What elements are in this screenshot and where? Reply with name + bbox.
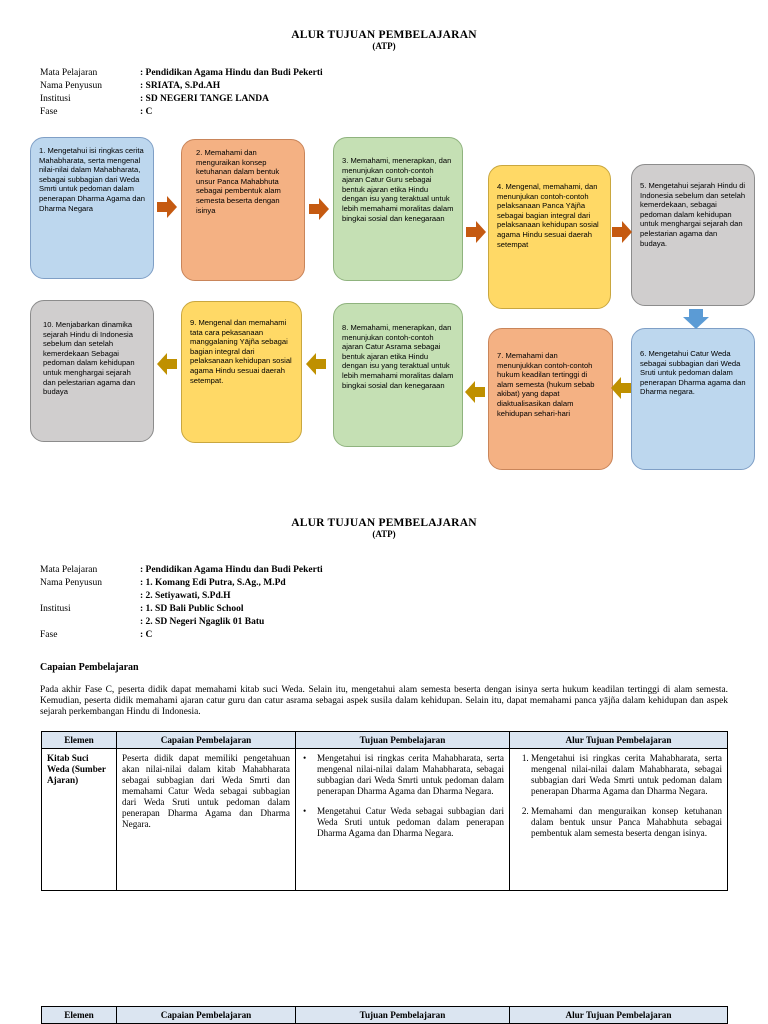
arrow-down-icon	[683, 309, 709, 329]
table-header-cell: Tujuan Pembelajaran	[296, 732, 510, 749]
info-value: : C	[140, 630, 153, 640]
atp-table	[41, 731, 728, 891]
info-label: Fase	[40, 107, 58, 117]
atp-title-main: ALUR TUJUAN PEMBELAJARAN	[291, 29, 477, 41]
info-label: Nama Penyusun	[40, 81, 103, 91]
capaian-heading: Capaian Pembelajaran	[40, 662, 139, 673]
info-label: Fase	[40, 630, 58, 640]
table-header-cell: Elemen	[42, 1007, 117, 1024]
table-header-cell: Capaian Pembelajaran	[117, 1007, 296, 1024]
capaian-paragraph: Pada akhir Fase C, peserta didik dapat memahami kitab suci Weda. Selain itu, mengetahui alam semesta beserta dengan isinya serta hukum keadilan tertinggi di alam semesta. Kemudian, peserta didik memahami ajaran catur guru dan catur asrama sebagai aspek susila dalam kehidupan. Selain itu, dapat memahami panca yājña dalam kehidupan dan aspek sejarah perkembangan Hindu di Indonesia.	[40, 685, 728, 717]
list-item: 1. Mengetahui isi ringkas cerita Mahabharata, serta mengenal nilai-nilai dalam Mahabharata, sebagai subbagian dari Weda Smrti untuk pedoman dalam penerapan Dharma Agama dan Dharma Negara.	[531, 753, 722, 797]
table-header-row	[42, 1007, 728, 1024]
atp-table-2	[41, 1006, 728, 1024]
table-header-row	[42, 732, 728, 749]
info-value: : SRIATA, S.Pd.AH	[140, 81, 221, 91]
flow-box-1	[30, 137, 154, 279]
arrow-left-icon	[611, 377, 631, 399]
table-cell-tujuan	[296, 749, 510, 891]
table-header-cell: Tujuan Pembelajaran	[296, 1007, 510, 1024]
atp-title-1	[0, 29, 768, 51]
info-label: Nama Penyusun	[40, 578, 103, 588]
atp-title-2	[0, 517, 768, 539]
flow-box-7	[488, 328, 613, 470]
atp-title-main: ALUR TUJUAN PEMBELAJARAN	[291, 517, 477, 529]
flow-box-3	[333, 137, 463, 281]
arrow-left-icon	[157, 353, 177, 375]
flow-box-10	[30, 300, 154, 442]
info-value: : 2. SD Negeri Ngaglik 01 Batu	[140, 617, 265, 627]
arrow-right-icon	[612, 221, 632, 243]
flow-box-4	[488, 165, 611, 309]
atp-title-sub: (ATP)	[372, 529, 396, 539]
list-item: 2. Memahami dan menguraikan konsep ketuhanan dalam bentuk unsur Panca Mahabhuta sebagai pembentuk alam semesta beserta dengan isinya.	[531, 806, 722, 839]
info-label: Mata Pelajaran	[40, 68, 98, 78]
flow-box-6	[631, 328, 755, 470]
info-value: : C	[140, 107, 153, 117]
table-header-cell: Elemen	[42, 732, 117, 749]
flow-box-text: 1. Mengetahui isi ringkas cerita Mahabharata, serta mengenal nilai-nilai dalam Mahabharata, sebagai subbagian dari Weda Smrti untuk pedoman dalam penerapan Dharma Agama dan Dharma Negara	[39, 146, 145, 213]
list-item: • Mengetahui isi ringkas cerita Mahabharata, serta mengenal nilai-nilai dalam Mahabharata, sebagai subbagian dari Weda Smrti untuk pedoman dalam penerapan Dharma Agama dan Dharma Negara.	[317, 753, 504, 797]
table-header-cell: Alur Tujuan Pembelajaran	[510, 732, 728, 749]
flow-box-8	[333, 303, 463, 447]
info-value: : 1. Komang Edi Putra, S.Ag., M.Pd	[140, 578, 286, 588]
list-item: • Mengetahui Catur Weda sebagai subbagian dari Weda Sruti untuk pedoman dalam penerapan Dharma Agama dan Dharma Negara.	[317, 806, 504, 839]
flow-box-text: 7. Memahami dan menunjukkan contoh-contoh hukum keadilan tertinggi di alam semesta (hukum sebab akibat) yang dapat diaktualisasikan dalam kehidupan sehari-hari	[497, 351, 595, 418]
flow-box-text: 3. Memahami, menerapkan, dan menunjukan contoh-contoh ajaran Catur Guru sebagai bentuk ajaran etika Hindu dengan isu yang teraktual untuk lebih memahami moralitas dalam bingkai sosial dan kenegaraan	[342, 156, 454, 223]
arrow-right-icon	[157, 196, 177, 218]
info-value: : Pendidikan Agama Hindu dan Budi Pekerti	[140, 565, 323, 575]
flow-box-text: 8. Memahami, menerapkan, dan menunjukan contoh-contoh ajaran Catur Asrama sebagai bentuk ajaran etika Hindu dengan isu yang teraktual untuk lebih memahami moralitas dalam bingkai sosial dan kenegaraan	[342, 323, 454, 390]
flow-box-text: 6. Mengetahui Catur Weda sebagai subbagian dari Weda Sruti untuk pedoman dalam penerapan Dharma agama dan Dharma negara.	[640, 349, 746, 397]
flow-box-text: 10. Menjabarkan dinamika sejarah Hindu di Indonesia sebelum dan setelah kemerdekaan Sebagai pedoman dalam kehidupan untuk menghargai sejarah dan pelestarian agama dan budaya	[43, 320, 136, 397]
atp-title-sub: (ATP)	[372, 41, 396, 51]
flow-box-text: 2. Memahami dan menguraikan konsep ketuhanan dalam bentuk unsur Panca Mahabhuta sebagai pembentuk alam semesta beserta dengan isinya	[196, 148, 281, 215]
flow-box-text: 9. Mengenal dan memahami tata cara pekasanaan manggalaning Yājña sebagai bagian integral dari pelaksanaan kehidupan sosial agama Hindu sesuai daerah setempat.	[190, 318, 292, 385]
flow-box-5	[631, 164, 755, 306]
table-header-cell: Alur Tujuan Pembelajaran	[510, 1007, 728, 1024]
info-value: : SD NEGERI TANGE LANDA	[140, 94, 269, 104]
flow-box-2	[181, 139, 305, 281]
info-label: Institusi	[40, 94, 71, 104]
info-value: : 1. SD Bali Public School	[140, 604, 244, 614]
arrow-right-icon	[309, 198, 329, 220]
arrow-left-icon	[465, 381, 485, 403]
flow-box-text: 4. Mengenal, memahami, dan menunjukan contoh-contoh pelaksanaan Panca Yājña sebagai bagian integral dari pelaksanaan kehidupan sosial agama Hindu sesuai daerah setempat	[497, 182, 599, 249]
table-cell-elemen: Kitab Suci Weda (Sumber Ajaran)	[42, 749, 117, 891]
table-row	[42, 749, 728, 891]
arrow-left-icon	[306, 353, 326, 375]
info-label: Institusi	[40, 604, 71, 614]
table-cell-capaian: Peserta didik dapat memiliki pengetahuan akan nilai-nilai dalam kitab Mahabharata sebagai subbagian dari Weda Smrti dan memahami Catur Weda sebagai subbagian dari Weda Sruti untuk pedoman dalam penerapan Dharma Agama dan Dharma Negara.	[117, 749, 296, 891]
table-header-cell: Capaian Pembelajaran	[117, 732, 296, 749]
info-value: : Pendidikan Agama Hindu dan Budi Pekerti	[140, 68, 323, 78]
flow-box-text: 5. Mengetahui sejarah Hindu di Indonesia sebelum dan setelah kemerdekaan, sebagai pedoman dalam kehidupan untuk menghargai sejarah dan pelestarian agama dan budaya.	[640, 181, 746, 248]
arrow-right-icon	[466, 221, 486, 243]
flow-box-9	[181, 301, 302, 443]
info-value: : 2. Setiyawati, S.Pd.H	[140, 591, 231, 601]
info-label: Mata Pelajaran	[40, 565, 98, 575]
table-cell-alur	[510, 749, 728, 891]
